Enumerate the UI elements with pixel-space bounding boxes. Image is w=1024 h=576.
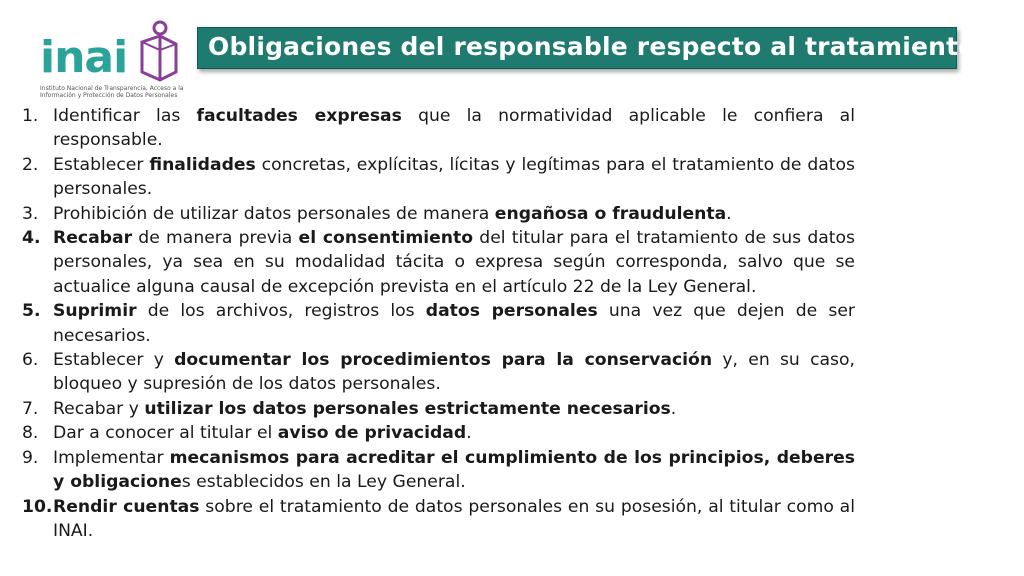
item-text: de manera previa <box>132 228 299 249</box>
obligation-item <box>22 104 855 153</box>
item-text: concretas, explícitas, lícitas y legítimas para el tratamiento de datos personales. <box>53 154 855 200</box>
emphasis-text: facultades expresas <box>196 106 402 126</box>
obligation-item <box>22 153 855 202</box>
emphasis-text: Rendir cuentas <box>53 496 200 517</box>
item-number: 1. <box>22 106 39 126</box>
slide-title: Obligaciones del responsable respecto al tratamiento <box>208 32 976 61</box>
obligation-item <box>22 202 855 226</box>
obligation-item <box>22 226 855 299</box>
item-text: Identificar las <box>53 106 197 126</box>
obligation-item <box>22 299 855 348</box>
item-text: Establecer y <box>53 350 175 371</box>
title-banner <box>197 27 976 69</box>
logo-wordmark: inai <box>40 32 128 83</box>
emphasis-text: aviso de privacidad <box>277 423 467 444</box>
item-text: Dar a conocer al titular el <box>53 423 278 444</box>
item-text: . <box>726 203 732 224</box>
item-text: Implementar <box>53 447 170 468</box>
logo-subtitle-line: Información y Protección de Datos Personales <box>40 92 178 99</box>
emphasis-text: Suprimir <box>53 301 137 322</box>
item-text: del titular para el tratamiento de sus datos personales, ya sea en su modalidad tácita o expresa según corresponda, salvo que se actualice alguna causal de excepción prevista en el artículo 22 de la Ley General. <box>53 228 855 297</box>
obligation-item <box>22 348 855 397</box>
item-number: 3. <box>22 203 39 224</box>
item-number: 9. <box>22 447 39 468</box>
item-text: una vez que dejen de ser necesarios. <box>53 301 855 346</box>
obligations-list <box>22 104 855 543</box>
emphasis-text: Recabar <box>53 228 133 249</box>
emphasis-text: el consentimiento <box>298 228 474 249</box>
item-number: 10. <box>22 496 53 517</box>
item-text: Prohibición de utilizar datos personales de manera <box>53 203 495 224</box>
item-number: 2. <box>22 154 39 175</box>
item-number: 7. <box>22 398 39 419</box>
obligation-item <box>22 446 855 495</box>
obligation-item <box>22 495 855 544</box>
logo-subtitle <box>40 85 190 99</box>
emphasis-text: finalidades <box>149 154 256 175</box>
obligation-item <box>22 421 855 445</box>
item-text: Recabar y <box>53 398 145 419</box>
emphasis-text: mecanismos para acreditar el cumplimiento de los principios, deberes y obligacione <box>53 447 855 493</box>
item-text: que la normatividad aplicable le confiera al responsable. <box>53 106 855 151</box>
item-number: 4. <box>22 228 41 249</box>
item-number: 5. <box>22 301 41 322</box>
logo-subtitle-line: Instituto Nacional de Transparencia, Acceso a la <box>40 85 184 92</box>
obligation-item <box>22 397 855 421</box>
item-text: de los archivos, registros los <box>136 301 426 322</box>
item-text: Establecer <box>53 154 150 175</box>
item-text: y, en su caso, bloqueo y supresión de los datos personales. <box>53 350 855 395</box>
emphasis-text: documentar los procedimientos para la conservación <box>174 350 713 371</box>
inai-logo <box>38 20 188 110</box>
item-text: s establecidos en la Ley General. <box>181 472 466 493</box>
item-text: sobre el tratamiento de datos personales en su posesión, al titular como al INAI. <box>53 496 855 541</box>
item-text: . <box>670 398 677 419</box>
emphasis-text: utilizar los datos personales estrictamente necesarios <box>144 398 671 419</box>
item-number: 6. <box>22 350 39 371</box>
person-book-icon <box>138 20 178 82</box>
item-text: . <box>466 423 472 444</box>
item-number: 8. <box>22 423 39 444</box>
emphasis-text: engañosa o fraudulenta <box>494 203 727 224</box>
emphasis-text: datos personales <box>425 301 598 322</box>
